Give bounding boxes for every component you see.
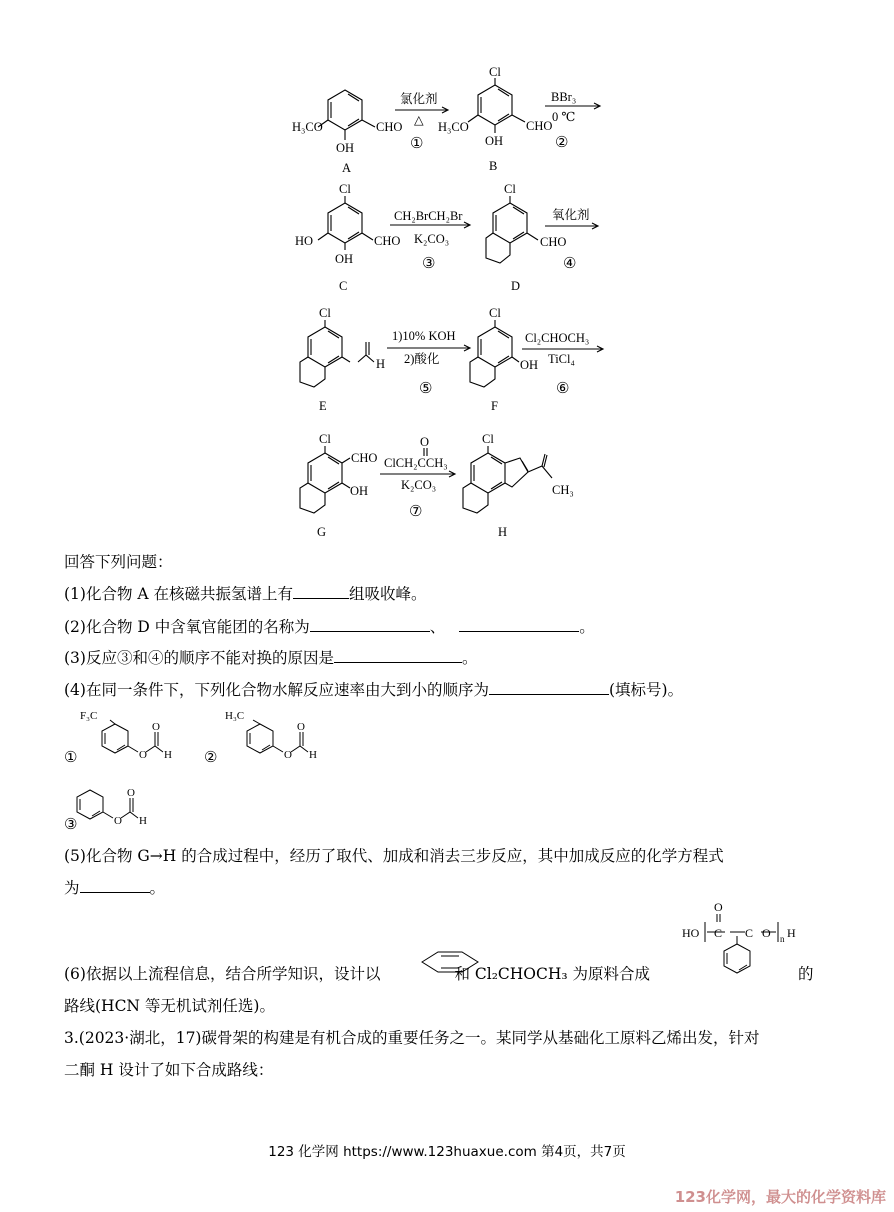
svg-text:O: O xyxy=(127,787,135,799)
step5: ⑤ xyxy=(419,381,433,397)
H-cl: Cl xyxy=(482,432,494,446)
reaction-scheme xyxy=(0,0,894,545)
B-label: B xyxy=(489,159,498,173)
ring-B xyxy=(478,85,512,125)
poly-n: n xyxy=(780,934,785,944)
question-5: (5)化合物 G→H 的合成过程中，经历了取代、加成和消去三步反应，其中加成反应的化学方程式 xyxy=(64,847,724,865)
arrow7-reagent: ClCH₂CCH₃ xyxy=(384,456,448,470)
step3: ③ xyxy=(422,256,436,272)
A-oh: OH xyxy=(336,141,355,155)
answer-blank-2b[interactable] xyxy=(459,617,579,632)
answer-blank-3[interactable] xyxy=(334,648,462,663)
svg-text:O: O xyxy=(284,749,292,761)
arrow3-reagent: CH₂BrCH₂Br xyxy=(394,209,463,223)
intro: 回答下列问题： xyxy=(64,553,173,571)
A-och3: H₃CO xyxy=(292,120,323,134)
svg-text:H: H xyxy=(309,749,317,761)
E-label: E xyxy=(319,399,327,413)
C-label: C xyxy=(339,279,348,293)
svg-text:O: O xyxy=(114,815,122,827)
G-cho: CHO xyxy=(351,451,378,465)
F-cl: Cl xyxy=(489,306,501,320)
opt1-cf3: F₃C xyxy=(80,710,98,722)
F-label: F xyxy=(491,399,498,413)
question-4: (4)在同一条件下，下列化合物水解反应速率由大到小的顺序为 (填标号)。 xyxy=(64,681,684,699)
svg-text:O: O xyxy=(297,721,305,733)
G-label: G xyxy=(317,525,327,539)
B-cho: CHO xyxy=(526,119,553,133)
G-cl: Cl xyxy=(319,432,331,446)
option-1-label: ① xyxy=(64,750,78,766)
ring-D xyxy=(493,203,527,243)
arrow1-reagent: 氯化剂 xyxy=(400,92,438,106)
watermark: 123化学网，最大的化学资料库 xyxy=(674,1188,886,1206)
step6: ⑥ xyxy=(556,381,570,397)
C-oh: OH xyxy=(335,252,354,266)
A-cho: CHO xyxy=(376,120,403,134)
question-1: (1)化合物 A 在核磁共振氢谱上有 组吸收峰。 xyxy=(64,585,427,603)
arrow6-catalyst: TiCl₄ xyxy=(548,352,575,366)
D-cho: CHO xyxy=(540,235,567,249)
svg-text:O: O xyxy=(152,721,160,733)
q4-options xyxy=(60,706,360,836)
arrow1-condition: △ xyxy=(414,113,424,127)
ring-A xyxy=(328,90,362,130)
question-5-answer: 为 。 xyxy=(64,879,166,897)
option-2-label: ② xyxy=(204,750,218,766)
ring-C xyxy=(328,203,362,243)
O-label: O xyxy=(420,435,430,449)
H-ch3: CH₃ xyxy=(552,483,574,497)
arrow5-workup: 2)酸化 xyxy=(404,352,440,366)
B-och3: H₃CO xyxy=(438,120,469,134)
svg-text:O: O xyxy=(762,926,771,940)
D-label: D xyxy=(511,279,521,293)
C-ho: HO xyxy=(295,234,314,248)
svg-text:O: O xyxy=(139,749,147,761)
svg-text:C: C xyxy=(745,926,754,940)
poly-h: H xyxy=(787,926,796,940)
page-footer: 123 化学网 https://www.123huaxue.com 第4页，共7页 xyxy=(268,1144,626,1160)
svg-text:O: O xyxy=(714,900,723,914)
question-2: (2)化合物 D 中含氧官能团的名称为 、 。 xyxy=(64,618,595,636)
question-3: (3)反应③和④的顺序不能对换的原因是 。 xyxy=(64,649,478,667)
svg-text:H: H xyxy=(139,815,147,827)
ring-G xyxy=(308,453,342,493)
question-6: (6)依据以上流程信息，结合所学知识，设计以 和 Cl₂CHOCH₃ 为原料合成 xyxy=(64,965,651,983)
arrow6-reagent: Cl₂CHOCH₃ xyxy=(525,331,590,345)
answer-blank-5[interactable] xyxy=(80,878,150,893)
ring-E xyxy=(308,327,342,367)
opt2-ch3: H₃C xyxy=(225,710,245,722)
svg-text:H: H xyxy=(164,749,172,761)
ring-H xyxy=(471,453,505,493)
option-3-label: ③ xyxy=(64,817,78,833)
B-cl: Cl xyxy=(489,65,501,79)
question-next-title-cont: 二酮 H 设计了如下合成路线： xyxy=(64,1061,274,1079)
answer-blank-4[interactable] xyxy=(489,680,609,695)
H-label: H xyxy=(498,525,508,539)
arrow3-base: K₂CO₃ xyxy=(414,232,450,246)
step1: ① xyxy=(410,136,424,152)
question-6-cont: 路线(HCN 等无机试剂任选)。 xyxy=(64,997,275,1015)
arrow7-base: K₂CO₃ xyxy=(401,478,437,492)
arrow5-reagent: 1)10% KOH xyxy=(392,329,456,343)
poly-ho: HO xyxy=(682,926,700,940)
arrow2-condition: 0 ℃ xyxy=(552,110,576,124)
C-cho: CHO xyxy=(374,234,401,248)
arrow2-reagent: BBr₃ xyxy=(551,90,577,104)
E-cl: Cl xyxy=(319,306,331,320)
question-next-title: 3.(2023·湖北，17)碳骨架的构建是有机合成的重要任务之一。某同学从基础化工原料乙烯出发，针对 xyxy=(64,1029,760,1047)
G-oh: OH xyxy=(350,484,369,498)
ring-F xyxy=(478,327,512,367)
A-label: A xyxy=(342,161,352,175)
F-oh: OH xyxy=(520,358,539,372)
answer-blank-2a[interactable] xyxy=(310,617,430,632)
step7: ⑦ xyxy=(409,504,423,520)
step2: ② xyxy=(555,135,569,151)
B-oh: OH xyxy=(485,134,504,148)
C-cl: Cl xyxy=(339,182,351,196)
arrow4-reagent: 氧化剂 xyxy=(552,208,590,222)
question-6-tail: 的 xyxy=(798,965,814,983)
step4: ④ xyxy=(563,256,577,272)
D-cl: Cl xyxy=(504,182,516,196)
E-h: H xyxy=(376,357,386,371)
answer-blank-1[interactable] xyxy=(293,584,349,599)
svg-text:C: C xyxy=(714,926,723,940)
